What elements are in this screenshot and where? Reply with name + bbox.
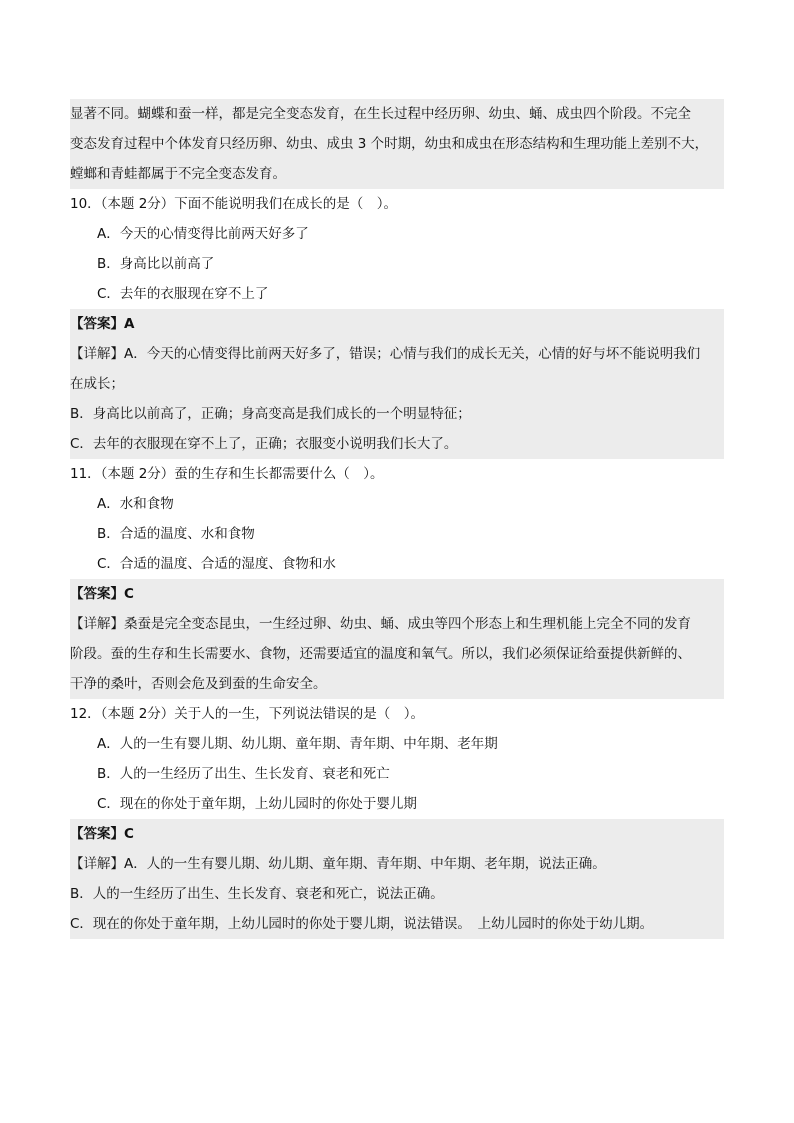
detail-line: B．人的一生经历了出生、生长发育、衰老和死亡，说法正确。 [70, 886, 444, 902]
question-11 [70, 459, 724, 699]
detail-line: B．身高比以前高了，正确；身高变高是我们成长的一个明显特征； [70, 406, 471, 422]
explanation-line: 显著不同。蝴蝶和蚕一样，都是完全变态发育，在生长过程中经历卵、幼虫、蛹、成虫四个阶段。不完全 [70, 106, 691, 122]
question-10 [70, 189, 724, 459]
explanation-line: 变态发育过程中个体发育只经历卵、幼虫、成虫 3 个时期，幼虫和成虫在形态结构和生理功能上差别不大， [70, 136, 709, 152]
answer-label: 【答案】C [70, 586, 134, 602]
detail-line: 【详解】桑蚕是完全变态昆虫，一生经过卵、幼虫、蛹、成虫等四个形态上和生理机能上完全不同的发育 [70, 616, 691, 632]
question-12 [70, 699, 724, 939]
detail-line: 【详解】A．人的一生有婴儿期、幼儿期、童年期、青年期、中年期、老年期，说法正确。 [70, 856, 606, 872]
explanation-line: 螳螂和青蛙都属于不完全变态发育。 [70, 166, 286, 182]
question-stem: 11．（本题 2分）蚕的生存和生长都需要什么（ ）。 [70, 466, 384, 482]
option-a: A．今天的心情变得比前两天好多了 [97, 226, 309, 242]
option-b: B．人的一生经历了出生、生长发育、衰老和死亡 [97, 766, 390, 782]
option-c: C．合适的温度、合适的湿度、食物和水 [97, 556, 336, 572]
answer-block [70, 579, 724, 699]
detail-line: 干净的桑叶，否则会危及到蚕的生命安全。 [70, 676, 327, 692]
option-a: A．水和食物 [97, 496, 174, 512]
option-b: B．合适的温度、水和食物 [97, 526, 255, 542]
answer-block [70, 819, 724, 939]
document-content [70, 99, 724, 939]
detail-line: C．现在的你处于童年期，上幼儿园时的你处于婴儿期，说法错误。 上幼儿园时的你处于幼儿期。 [70, 916, 654, 932]
question-stem: 12．（本题 2分）关于人的一生，下列说法错误的是（ ）。 [70, 706, 425, 722]
previous-explanation [70, 99, 724, 189]
option-a: A．人的一生有婴儿期、幼儿期、童年期、青年期、中年期、老年期 [97, 736, 498, 752]
question-stem: 10．（本题 2分）下面不能说明我们在成长的是（ ）。 [70, 196, 398, 212]
option-c: C．去年的衣服现在穿不上了 [97, 286, 269, 302]
answer-block [70, 309, 724, 459]
detail-line: C．去年的衣服现在穿不上了，正确；衣服变小说明我们长大了。 [70, 436, 458, 452]
detail-line: 【详解】A．今天的心情变得比前两天好多了，错误；心情与我们的成长无关，心情的好与坏不能说明我们 [70, 346, 701, 362]
option-b: B．身高比以前高了 [97, 256, 215, 272]
detail-line: 阶段。蚕的生存和生长需要水、食物，还需要适宜的温度和氧气。所以，我们必须保证给蚕提供新鲜的、 [70, 646, 691, 662]
option-c: C．现在的你处于童年期，上幼儿园时的你处于婴儿期 [97, 796, 417, 812]
answer-label: 【答案】A [70, 316, 135, 332]
answer-label: 【答案】C [70, 826, 134, 842]
detail-line: 在成长； [70, 376, 124, 392]
